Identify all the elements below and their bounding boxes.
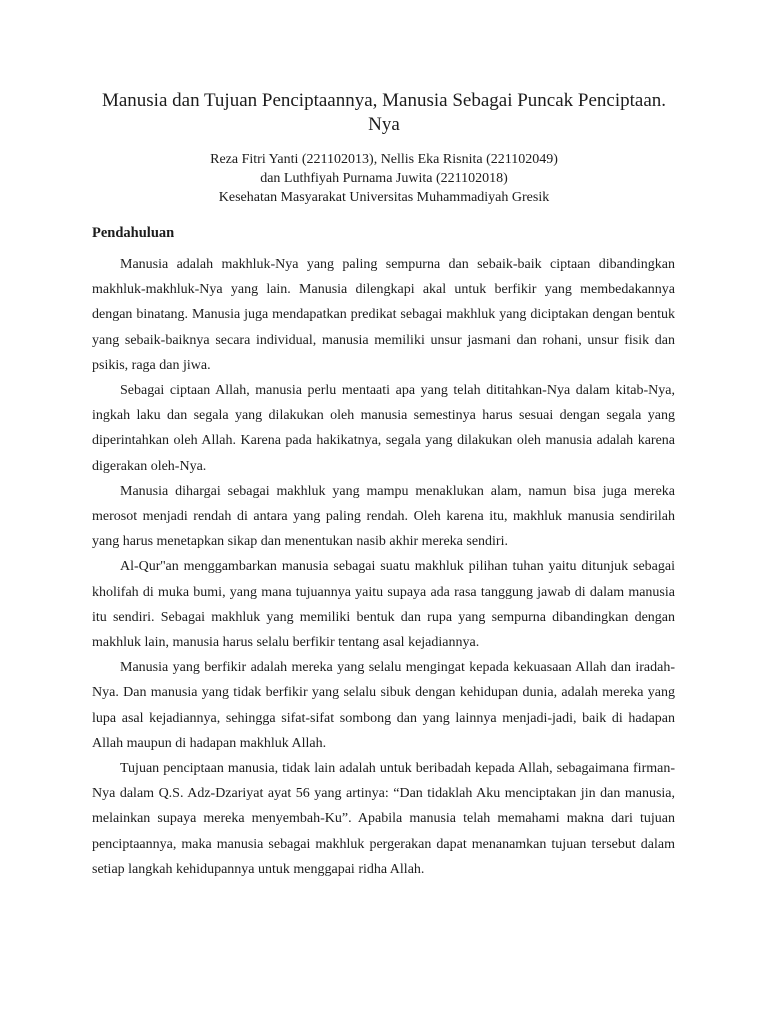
author-line-2: dan Luthfiyah Purnama Juwita (221102018)	[260, 171, 508, 186]
section-heading: Pendahuluan	[92, 225, 175, 241]
author-line-1: Reza Fitri Yanti (221102013), Nellis Eka Risnita (221102049)	[210, 152, 558, 167]
affiliation: Kesehatan Masyarakat Universitas Muhammadiyah Gresik	[218, 190, 550, 205]
paragraph: Manusia adalah makhluk-Nya yang paling sempurna dan sebaik-baik ciptaan dibandingkan makhluk-makhluk-Nya yang lain. Manusia dilengkapi akal untuk berfikir yang membedakannya dengan binatang. Manusia juga mendapatkan predikat sebagai makhluk yang diciptakan dengan bentuk yang sebaik-baiknya secara individual, manusia memiliki unsur jasmani dan rohani, unsur fisik dan psikis, raga dan jiwa.	[92, 257, 675, 373]
paragraph: Manusia yang berfikir adalah mereka yang selalu mengingat kepada kekuasaan Allah dan iradah-Nya. Dan manusia yang tidak berfikir yang selalu sibuk dengan kehidupan dunia, adalah mereka yang lupa asal kejadiannya, sehingga sifat-sifat sombong dan yang lainnya menjadi-jadi, baik di hadapan Allah maupun di hadapan makhluk Allah.	[92, 660, 675, 751]
paragraph: Tujuan penciptaan manusia, tidak lain adalah untuk beribadah kepada Allah, sebagaimana firman-Nya dalam Q.S. Adz-Dzariyat ayat 56 yang artinya: “Dan tidaklah Aku menciptakan jin dan manusia, melainkan supaya mereka menyembah-Ku”. Apabila manusia telah memahami makna dari tujuan penciptaannya, maka manusia sebagai makhluk pergerakan dapat menanamkan tujuan tersebut dalam setiap langkah kehidupannya untuk menggapai ridha Allah.	[92, 761, 675, 877]
paper-title: Manusia dan Tujuan Penciptaannya, Manusia Sebagai Puncak Penciptaan. Nya	[101, 90, 667, 135]
section-body	[92, 252, 675, 882]
author-block	[100, 150, 668, 207]
paragraph: Al-Qur''an menggambarkan manusia sebagai suatu makhluk pilihan tuhan yaitu ditunjuk sebagai kholifah di muka bumi, yang mana tujuannya yaitu supaya ada rasa tanggung jawab di dalam manusia itu sendiri. Sebagai makhluk yang memiliki bentuk dan rupa yang sempurna dibandingkan dengan makhluk lain, manusia harus selalu berfikir tentang asal kejadiannya.	[92, 559, 675, 651]
paragraph: Sebagai ciptaan Allah, manusia perlu mentaati apa yang telah dititahkan-Nya dalam kitab-Nya, ingkah laku dan segala yang dilakukan oleh manusia semestinya harus sesuai dengan segala yang diperintahkan oleh Allah. Karena pada hakikatnya, segala yang dilakukan oleh manusia adalah karena digerakan oleh-Nya.	[92, 383, 675, 474]
paragraph: Manusia dihargai sebagai makhluk yang mampu menaklukan alam, namun bisa juga mereka merosot menjadi rendah di antara yang paling rendah. Oleh karena itu, makhluk manusia sendirilah yang harus menetapkan sikap dan menentukan nasib akhir mereka sendiri.	[92, 483, 675, 550]
